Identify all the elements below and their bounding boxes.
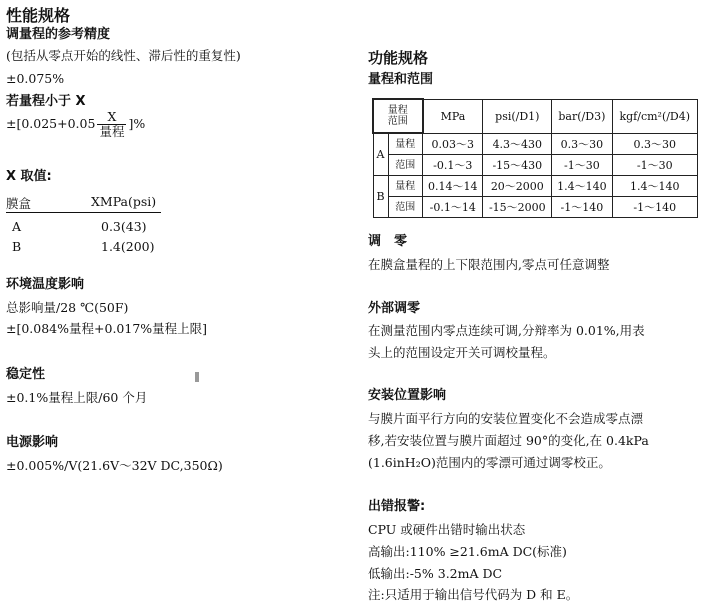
table-cell: 1.4～140 [612, 176, 697, 197]
alarm-line3: 低输出:-5% 3.2mA DC [368, 566, 503, 581]
power-line1: ±0.005%/V(21.6V～32V DC,350Ω) [6, 458, 223, 473]
table-cell: 1.4～140 [552, 176, 612, 197]
header-bar: bar(/D3) [552, 99, 612, 133]
table-cell: -1～140 [612, 197, 697, 218]
table-cell: -15～2000 [483, 197, 552, 218]
small-range-heading: 若量程小于 X [6, 94, 86, 109]
x-row-a [6, 217, 206, 237]
external-zero-line1: 在测量范围内零点连续可调,分辩率为 0.01%,用表 [368, 323, 645, 338]
header-kgf: kgf/cm²(/D4) [612, 99, 697, 133]
zero-heading: 调 零 [368, 234, 408, 249]
table-header-row [373, 99, 698, 133]
accuracy-note: (包括从零点开始的线性、滞后性的重复性) [6, 48, 241, 63]
fraction-numerator: X [97, 110, 126, 125]
formula-fraction [97, 110, 126, 139]
temperature-heading: 环境温度影响 [6, 277, 85, 292]
mounting-line3: (1.6inH₂O)范围内的零漂可通过调零校正。 [368, 455, 611, 470]
alarm-line2: 高输出:110% ≥21.6mA DC(标准) [368, 544, 567, 559]
external-zero-line2: 头上的范围设定开关可调校量程。 [368, 345, 556, 360]
alarm-line4: 注:只适用于输出信号代码为 D 和 E。 [368, 587, 579, 602]
table-cell: -1～30 [552, 155, 612, 176]
row-label: 量程 [388, 176, 423, 197]
x-row-value: 1.4(200) [101, 239, 155, 254]
x-row-b [6, 237, 206, 257]
accuracy-value: ±0.075% [6, 71, 65, 86]
table-row [373, 133, 698, 155]
mounting-line1: 与膜片面平行方向的安装位置变化不会造成零点漂 [368, 411, 644, 426]
range-heading: 量程和范围 [368, 72, 434, 87]
temperature-line1: 总影响量/28 ℃(50F) [6, 300, 129, 315]
small-range-formula [6, 110, 145, 139]
row-label: 量程 [388, 133, 423, 155]
mounting-line2: 移,若安装位置与膜片面超过 90°的变化,在 0.4kPa [368, 433, 649, 448]
header-mpa: MPa [423, 99, 483, 133]
stability-line1: ±0.1%量程上限/60 个月 [6, 390, 148, 405]
x-col-value: XMPa(psi) [91, 194, 161, 213]
x-values-heading: X 取值: [6, 169, 52, 184]
alarm-line1: CPU 或硬件出错时输出状态 [368, 522, 526, 537]
table-row [373, 155, 698, 176]
fraction-denominator: 量程 [99, 124, 125, 139]
table-cell: -0.1～3 [423, 155, 483, 176]
table-corner [373, 99, 423, 133]
table-cell: 0.3～30 [612, 133, 697, 155]
x-values-table [6, 190, 206, 257]
formula-suffix: ]% [128, 116, 146, 131]
table-cell: 20～2000 [483, 176, 552, 197]
row-label: 范围 [388, 197, 423, 218]
table-row [373, 176, 698, 197]
temperature-line2: ±[0.084%量程+0.017%量程上限] [6, 321, 208, 336]
x-col-box: 膜盒 [6, 194, 91, 213]
x-row-value: 0.3(43) [101, 219, 147, 234]
stability-heading: 稳定性 [6, 367, 46, 382]
corner-label-range: 量程 [387, 105, 408, 116]
performance-title: 性能规格 [6, 6, 71, 25]
table-row [373, 197, 698, 218]
row-label: 范围 [388, 155, 423, 176]
header-psi: psi(/D1) [483, 99, 552, 133]
x-row-box: A [12, 219, 22, 234]
box-cell-a: A [373, 133, 388, 176]
table-cell: -1～30 [612, 155, 697, 176]
table-cell: 0.3～30 [552, 133, 612, 155]
scan-mark [195, 372, 199, 382]
accuracy-heading: 调量程的参考精度 [6, 27, 111, 42]
zero-line1: 在膜盒量程的上下限范围内,零点可任意调整 [368, 257, 610, 272]
external-zero-heading: 外部调零 [368, 301, 421, 316]
table-cell: -0.1～14 [423, 197, 483, 218]
x-row-box: B [12, 239, 22, 254]
table-cell: 0.03～3 [423, 133, 483, 155]
box-cell-b: B [373, 176, 388, 218]
formula-prefix: ±[0.025+0.05 [6, 116, 96, 131]
table-cell: 0.14～14 [423, 176, 483, 197]
x-values-header [6, 194, 206, 213]
function-title: 功能规格 [368, 49, 429, 67]
corner-label-scope: 范围 [387, 116, 408, 127]
alarm-heading: 出错报警: [368, 499, 426, 514]
table-cell: -1～140 [552, 197, 612, 218]
table-cell: 4.3～430 [483, 133, 552, 155]
mounting-heading: 安装位置影响 [368, 388, 447, 403]
table-cell: -15～430 [483, 155, 552, 176]
power-heading: 电源影响 [6, 435, 59, 450]
range-table [372, 98, 698, 218]
